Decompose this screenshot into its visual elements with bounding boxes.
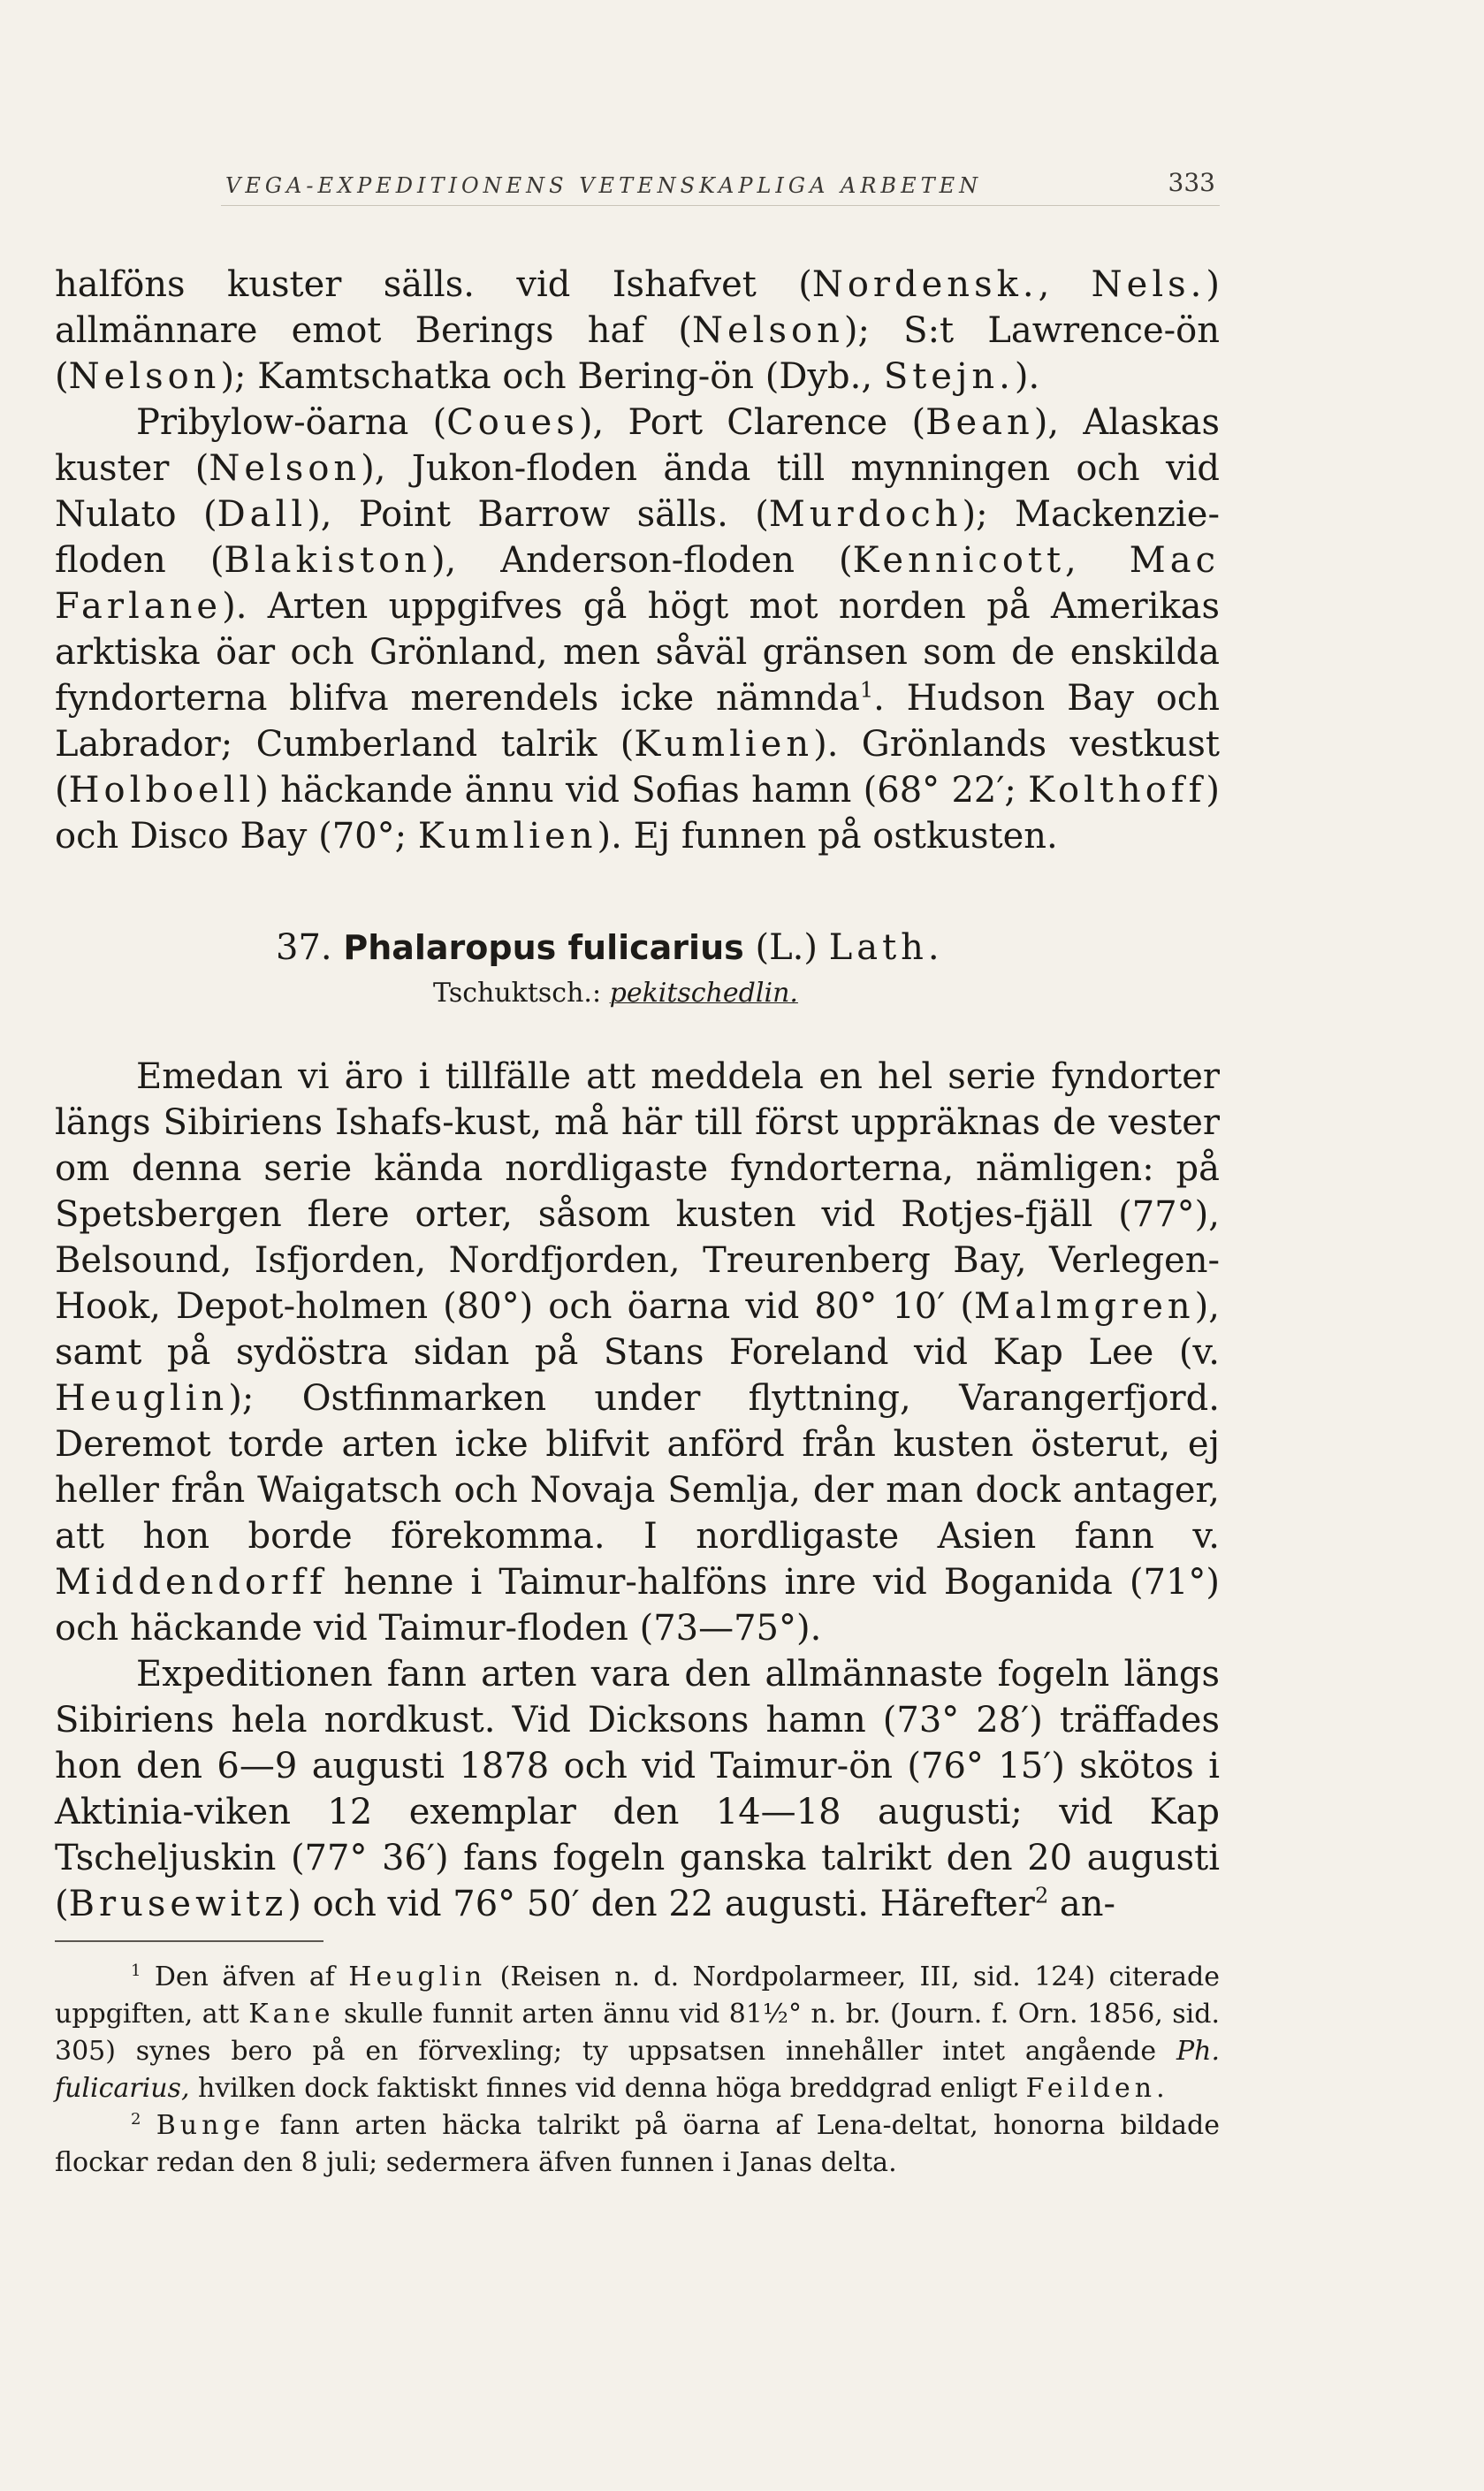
footnote-ref-1: 1: [859, 677, 874, 703]
footnote-ref-2: 2: [1034, 1883, 1049, 1908]
footnote-2: [55, 2107, 1220, 2182]
text-run: ), samt på sydöstra sidan på Stans Foreland vid Kap Lee (v.: [55, 1286, 1220, 1373]
text-run: ). Grönlands vestkust (: [55, 724, 1220, 811]
header-rule: [221, 205, 1220, 206]
text-run: Den äfven af: [141, 1962, 349, 1992]
vernacular-name: pekitschedlin.: [609, 978, 798, 1009]
running-head: VEGA-EXPEDITIONENS VETENSKAPLIGA ARBETEN: [225, 173, 983, 198]
text-run: hvilken dock faktiskt finnes vid denna höga breddgrad enligt: [189, 2073, 1026, 2104]
author-name: Nordensk.: [811, 264, 1039, 305]
text-run: Expeditionen fann arten vara den allmännaste fogeln längs Sibiriens hela nordkust. Vid Dicksons hamn (73° 28′) träffades hon den 6—9 augusti 1878 och vid Taimur-ön (76° 15′) skötos i Aktinia-viken 12 exemplar den 14—18 augusti; vid Kap Tscheljuskin (77° 36′) fans fogeln ganska talrikt den 20 augusti (: [55, 1654, 1220, 1924]
author-name: Nelson: [68, 356, 221, 397]
author-name: Nelson: [692, 310, 844, 351]
author-name: Middendorff: [55, 1562, 327, 1603]
text-run: Emedan vi äro i tillfälle att meddela en hel serie fyndorter längs Sibiriens Ishafs-kust, må här till först uppräknas de vester om denna serie kända nordligaste fyndorterna, nämligen: på Spetsbergen flere orter, såsom kusten vid Rotjes-fjäll (77°), Belsound, Isfjorden, Nordfjorden, Treurenberg Bay, Verlegen-Hook, Depot-holmen (80°) och öarna vid 80° 10′ (: [55, 1056, 1220, 1327]
text-run: ,: [1038, 264, 1092, 305]
author-name: Coues: [446, 402, 579, 443]
species-authority: (L.): [755, 927, 818, 968]
author-name: Heuglin: [348, 1962, 487, 1992]
author-name: Brusewitz: [68, 1884, 288, 1924]
intro-section: [55, 262, 1220, 859]
main-paragraph-1: [55, 1054, 1220, 1651]
author-name: Kane: [248, 1999, 335, 2030]
text-run: (Reisen n. d. Nordpolarmeer, III, sid. 124) citerade uppgiften, att: [55, 1962, 1220, 2030]
text-run: halföns kuster sälls. vid Ishafvet (: [55, 264, 812, 305]
footnote-1: [55, 1959, 1220, 2107]
author-name: Feilden: [1025, 2073, 1157, 2104]
intro-paragraph-america: [55, 400, 1220, 859]
text-run: an-: [1048, 1884, 1116, 1924]
text-run: ) häckande ännu vid Sofias hamn (68° 22′;: [255, 770, 1029, 811]
intro-paragraph-continued: [55, 262, 1220, 400]
author-name: Stejn.: [883, 356, 1015, 397]
footnote-marker: 2: [131, 2110, 141, 2129]
author-name: Kumlien: [634, 724, 814, 765]
text-run: ) allmännare emot Berings haf (: [55, 264, 1220, 351]
author-name: Malmgren: [973, 1286, 1195, 1327]
author-name: Blakiston: [224, 540, 431, 581]
author-name: Holboell: [68, 770, 255, 811]
text-run: . Hudson Bay och Labrador; Cumberland talrik (: [55, 678, 1220, 765]
text-run: ). Arten uppgifves gå högt mot norden på Amerikas arktiska öar och Grönland, men såväl gränsen som de enskilda fyndorterna blifva merendels icke nämnda: [55, 586, 1220, 719]
species-number: 37.: [276, 927, 332, 968]
author-name: Kumlien: [417, 816, 597, 857]
text-run: ) och Disco Bay (70°;: [55, 770, 1220, 857]
text-run: .: [1156, 2073, 1165, 2104]
species-name: Phalaropus fulicarius: [343, 928, 744, 967]
vernacular-line: [433, 976, 1229, 1011]
text-run: ); Kamtschatka och Bering-ön (Dyb.,: [220, 356, 884, 397]
text-run: ), Port Clarence (: [578, 402, 926, 443]
author-name: Heuglin: [55, 1378, 229, 1419]
author-name: Murdoch: [768, 494, 963, 535]
main-section: [55, 1054, 1220, 1927]
text-run: ) och vid 76° 50′ den 22 augusti. Härefter: [287, 1884, 1035, 1924]
text-run: henne i Taimur-halföns inre vid Boganida (71°) och häckande vid Taimur-floden (73—75°).: [55, 1562, 1220, 1649]
main-paragraph-2: [55, 1651, 1220, 1927]
text-run: ); Mackenzie-floden (: [55, 494, 1220, 581]
author-name: Bean: [925, 402, 1034, 443]
text-run: ).: [1014, 356, 1040, 397]
text-run: ), Jukon-floden ända till mynningen och vid Nulato (: [55, 448, 1220, 535]
text-run: fann arten häcka talrikt på öarna af Lena-deltat, honorna bildade flockar redan den 8 juli; sedermera äfven funnen i Janas delta.: [55, 2110, 1220, 2178]
author-name: Dall: [217, 494, 308, 535]
page-number: 333: [1168, 168, 1215, 197]
text-run: ). Ej funnen på ostkusten.: [597, 816, 1058, 857]
text-run: ), Point Barrow sälls. (: [307, 494, 769, 535]
species-ref: Ph. fulicarius,: [55, 2036, 1220, 2104]
text-run: Pribylow-öarna (: [136, 402, 447, 443]
author-name: Kolthoff: [1028, 770, 1206, 811]
author-name: Kennicott, Mac Farlane: [55, 540, 1220, 627]
species-heading: [276, 925, 1220, 971]
vernacular-label: Tschuktsch.:: [433, 978, 602, 1009]
text-run: ); Ostfinmarken under flyttning, Varangerfjord. Deremot torde arten icke blifvit anförd från kusten österut, ej heller från Waigatsch och Novaja Semlja, der man dock antager, att hon borde förekomma. I nordligaste Asien fann v.: [55, 1378, 1220, 1557]
species-authority-lath: Lath.: [828, 927, 944, 968]
text-run: ), Alaskas kuster (: [55, 402, 1221, 489]
author-name: Nelson: [209, 448, 361, 489]
text-run: ), Anderson-floden (: [430, 540, 853, 581]
text-run: skulle funnit arten ännu vid 81½° n. br. (Journ. f. Orn. 1856, sid. 305) synes bero på en förvexling; ty uppsatsen innehåller intet angående: [55, 1999, 1220, 2067]
text-run: [141, 2110, 156, 2141]
author-name: Nels.: [1091, 264, 1206, 305]
author-name: Bunge: [156, 2110, 265, 2141]
footnotes: [55, 1959, 1220, 2182]
footnote-marker: 1: [131, 1962, 141, 1980]
text-run: ); S:t Lawrence-ön (: [55, 310, 1220, 397]
footnote-rule: [55, 1940, 323, 1942]
